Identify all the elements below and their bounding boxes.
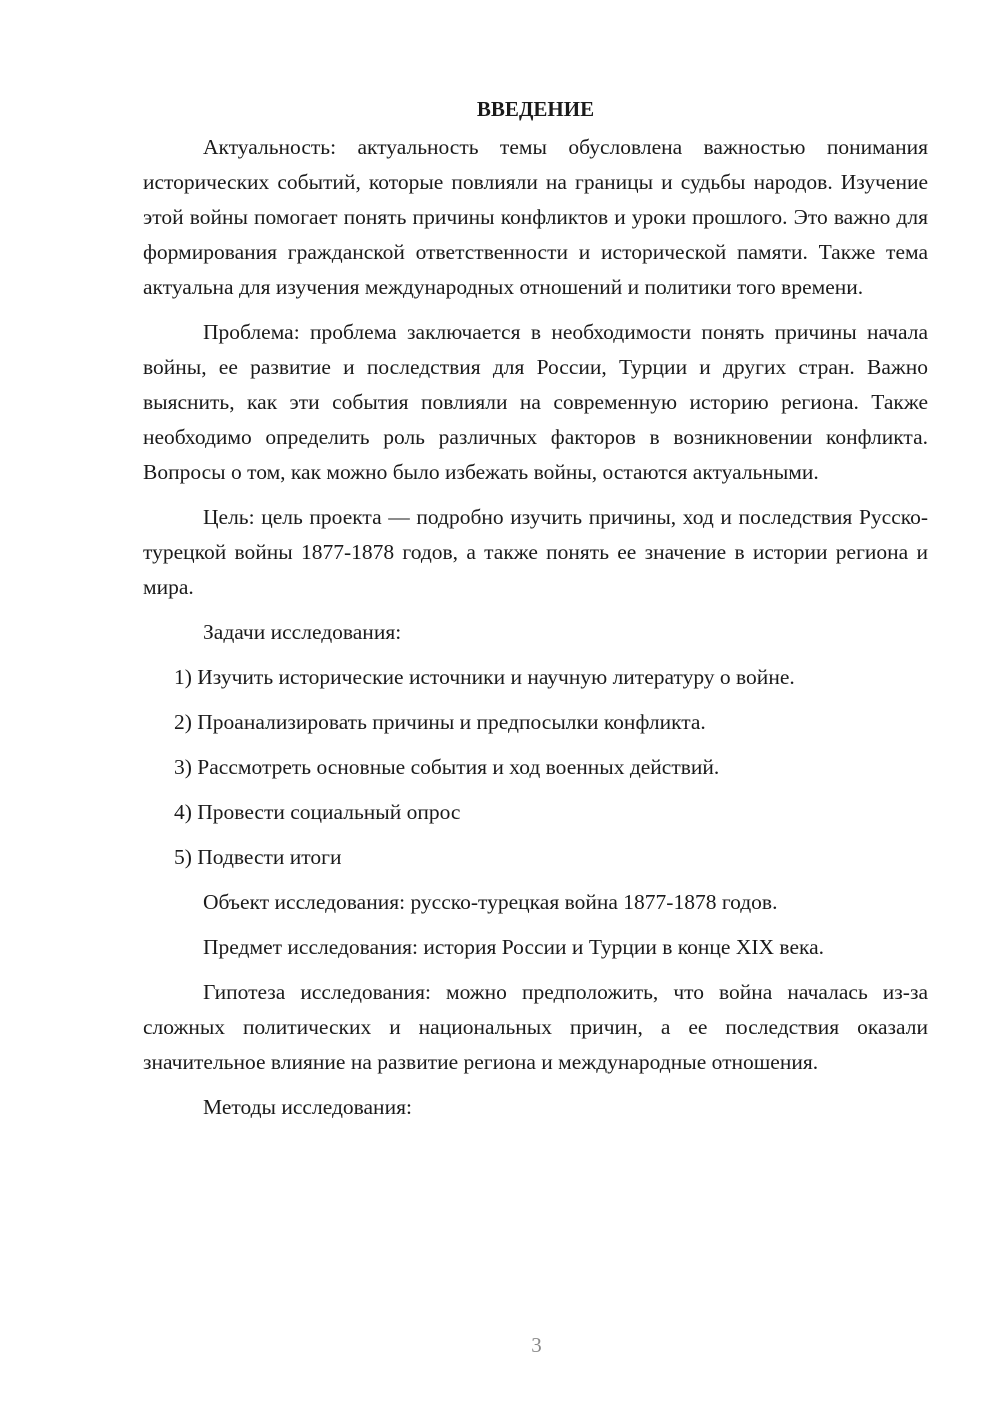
section-heading: ВВЕДЕНИЕ	[476, 97, 595, 121]
problem-paragraph: Проблема: проблема заключается в необходимости понять причины начала войны, ее развитие и последствия для России, Турции и других стран. Важно выяснить, как эти события повлияли на современную историю региона. Также необходимо определить роль различных факторов в возникновении конфликта. Вопросы о том, как можно было избежать войны, остаются актуальными.	[143, 320, 928, 484]
subject-paragraph: Предмет исследования: история России и Турции в конце XIX века.	[203, 935, 825, 959]
document-page	[143, 92, 928, 1135]
tasks-list	[143, 660, 928, 875]
relevance-paragraph: Актуальность: актуальность темы обусловлена важностью понимания исторических событий, которые повлияли на границы и судьбы народов. Изучение этой войны помогает понять причины конфликтов и уроки прошлого. Это важно для формирования гражданской ответственности и исторической памяти. Также тема актуальна для изучения международных отношений и политики того времени.	[143, 135, 928, 299]
goal-paragraph: Цель: цель проекта — подробно изучить причины, ход и последствия Русско-турецкой войны 1877-1878 годов, а также понять ее значение в истории региона и мира.	[143, 505, 928, 599]
hypothesis-paragraph: Гипотеза исследования: можно предположить, что война началась из-за сложных политических и национальных причин, а ее последствия оказали значительное влияние на развитие региона и международные отношения.	[143, 980, 928, 1074]
object-paragraph: Объект исследования: русско-турецкая война 1877-1878 годов.	[203, 890, 778, 914]
tasks-title: Задачи исследования:	[203, 620, 402, 644]
task-item: 4) Провести социальный опрос	[174, 800, 461, 824]
methods-title: Методы исследования:	[203, 1095, 412, 1119]
task-item: 2) Проанализировать причины и предпосылки конфликта.	[174, 710, 706, 734]
task-item: 5) Подвести итоги	[174, 845, 342, 869]
task-item: 3) Рассмотреть основные события и ход военных действий.	[174, 755, 720, 779]
page-number: 3	[531, 1333, 542, 1357]
task-item: 1) Изучить исторические источники и научную литературу о войне.	[174, 665, 795, 689]
